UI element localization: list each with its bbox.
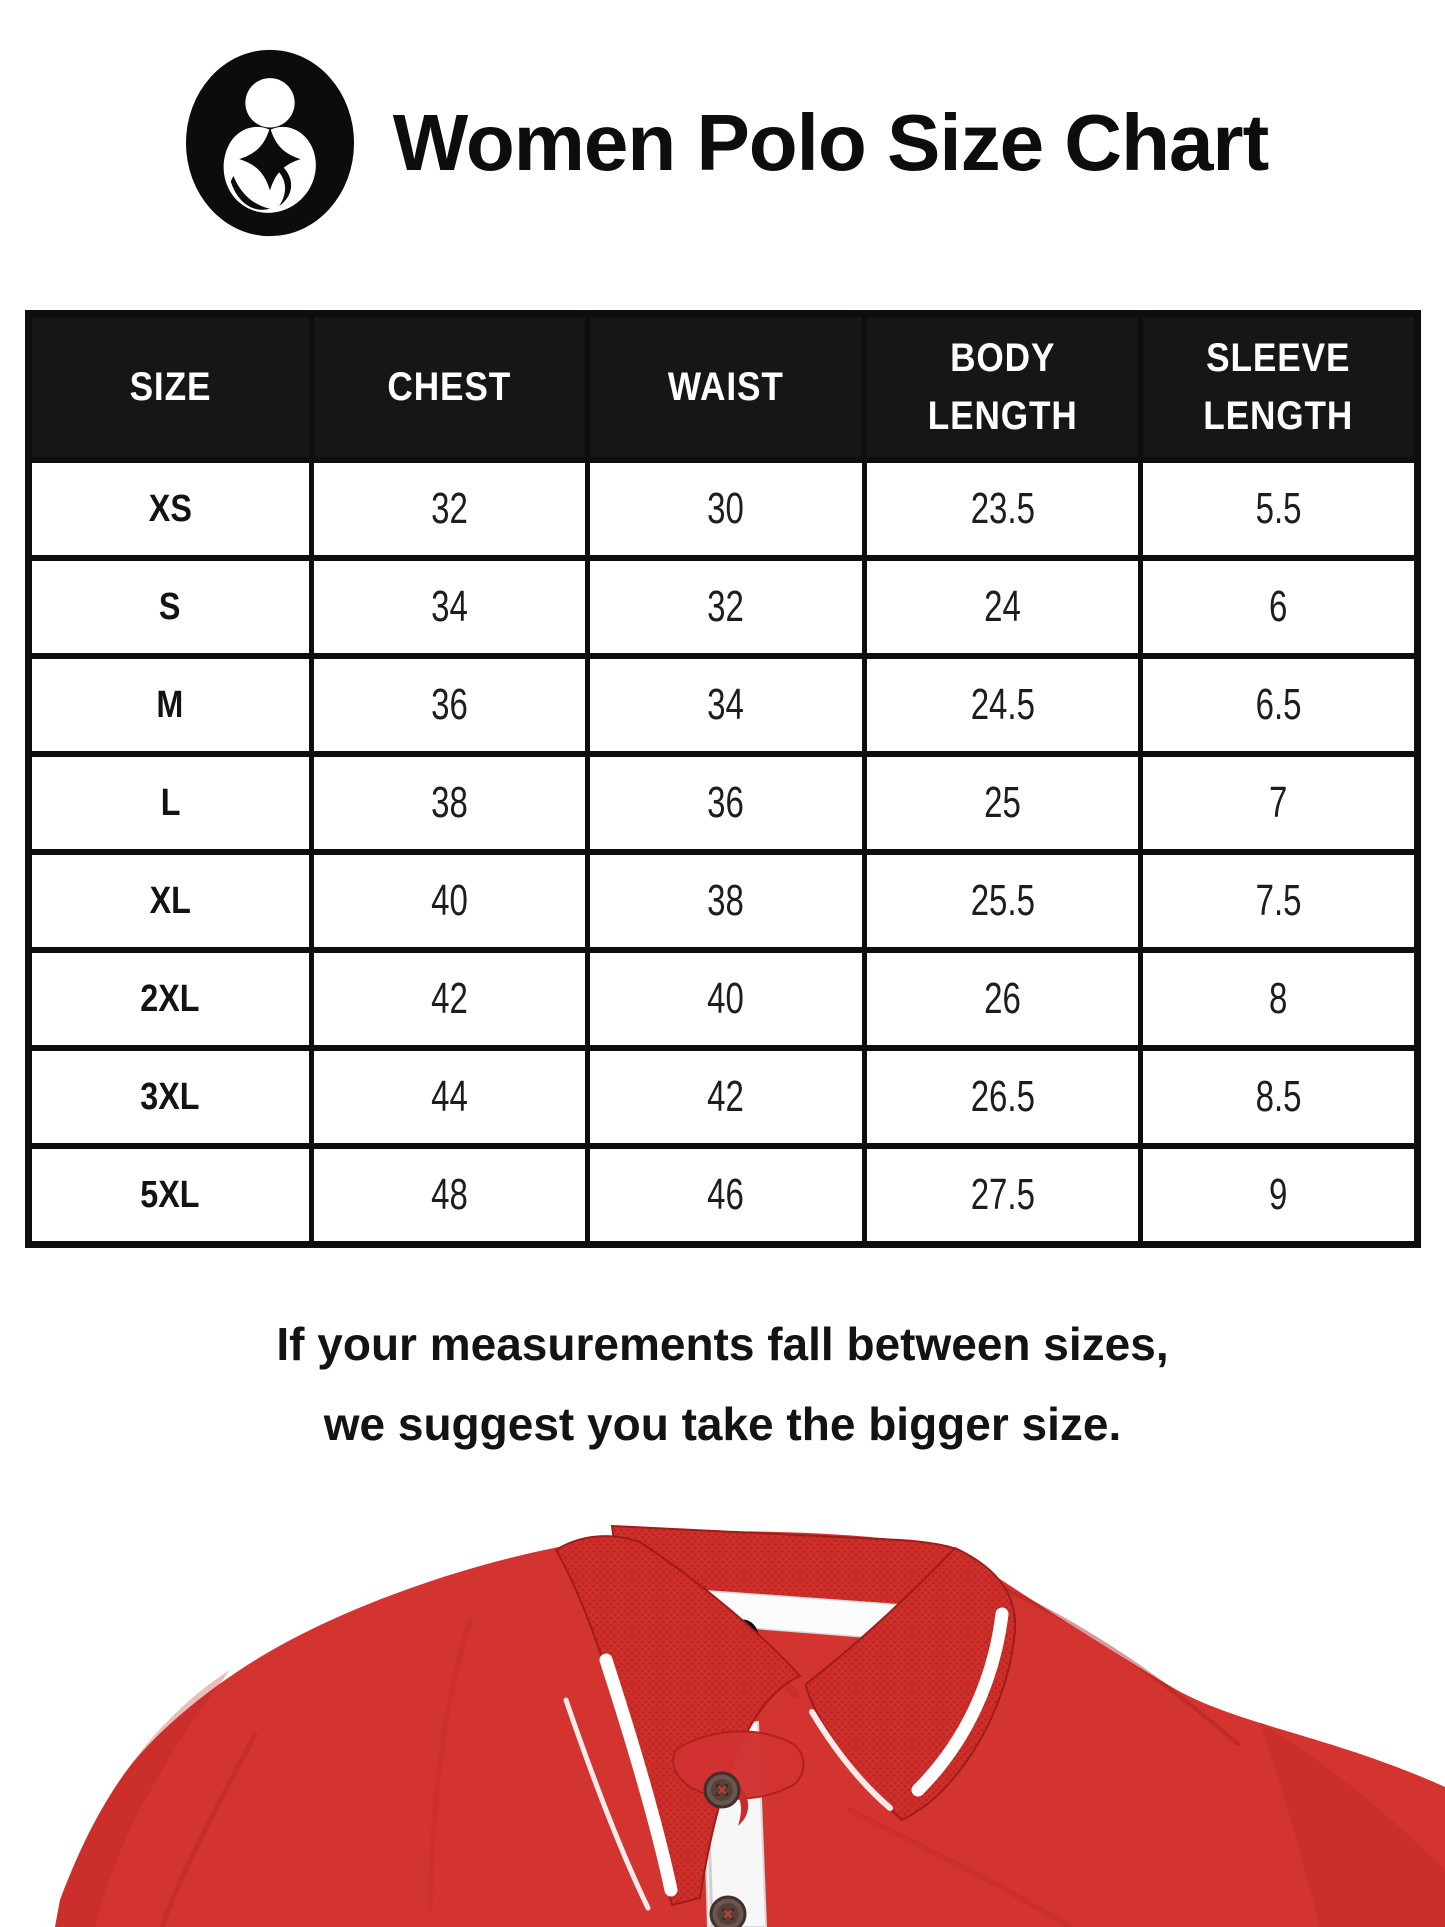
waist-value: 36 bbox=[707, 778, 745, 827]
waist-cell bbox=[588, 1048, 864, 1146]
body-length-value: 27.5 bbox=[970, 1170, 1035, 1219]
body-length-cell bbox=[864, 1048, 1140, 1146]
col-header-size-label: SIZE bbox=[129, 365, 212, 409]
chest-cell bbox=[311, 1146, 587, 1245]
col-header-chest bbox=[311, 314, 587, 461]
table-row bbox=[28, 460, 1417, 558]
chest-value: 48 bbox=[431, 1170, 468, 1219]
sleeve-length-value: 9 bbox=[1269, 1170, 1288, 1219]
waist-value: 42 bbox=[707, 1072, 745, 1121]
sleeve-length-cell bbox=[1141, 1146, 1417, 1245]
body-length-value: 23.5 bbox=[970, 484, 1035, 533]
body-length-cell bbox=[864, 656, 1140, 754]
waist-value: 30 bbox=[707, 484, 745, 533]
size-cell bbox=[28, 754, 311, 852]
waist-cell bbox=[588, 558, 864, 656]
col-header-body-length-label: BODY LENGTH bbox=[927, 336, 1078, 438]
chest-cell bbox=[311, 852, 587, 950]
waist-value: 38 bbox=[707, 876, 745, 925]
table-row bbox=[28, 1048, 1417, 1146]
col-header-sleeve-length-label: SLEEVE LENGTH bbox=[1203, 336, 1354, 438]
size-cell bbox=[28, 558, 311, 656]
body-length-value: 26.5 bbox=[970, 1072, 1035, 1121]
sleeve-length-cell bbox=[1141, 754, 1417, 852]
brand-logo-icon bbox=[177, 48, 363, 238]
chest-value: 38 bbox=[431, 778, 468, 827]
body-length-cell bbox=[864, 558, 1140, 656]
polo-shirt-image bbox=[0, 1490, 1445, 1927]
waist-cell bbox=[588, 950, 864, 1048]
waist-value: 32 bbox=[707, 582, 745, 631]
chest-value: 34 bbox=[431, 582, 468, 631]
chest-value: 42 bbox=[431, 974, 468, 1023]
sleeve-length-value: 7.5 bbox=[1255, 876, 1302, 925]
polo-shirt-illustration bbox=[0, 1490, 1445, 1927]
col-header-waist-label: WAIST bbox=[668, 365, 784, 409]
chest-cell bbox=[311, 460, 587, 558]
table-row bbox=[28, 852, 1417, 950]
chest-cell bbox=[311, 754, 587, 852]
size-value: 3XL bbox=[140, 1075, 200, 1118]
chest-cell bbox=[311, 1048, 587, 1146]
waist-cell bbox=[588, 656, 864, 754]
col-header-waist bbox=[588, 314, 864, 461]
sleeve-length-value: 6 bbox=[1269, 582, 1288, 631]
fit-note bbox=[0, 1304, 1445, 1464]
body-length-cell bbox=[864, 852, 1140, 950]
fit-note-line2: we suggest you take the bigger size. bbox=[323, 1398, 1122, 1451]
table-row bbox=[28, 656, 1417, 754]
waist-value: 34 bbox=[707, 680, 745, 729]
sleeve-length-value: 5.5 bbox=[1255, 484, 1302, 533]
waist-value: 46 bbox=[707, 1170, 745, 1219]
body-length-cell bbox=[864, 754, 1140, 852]
body-length-cell bbox=[864, 460, 1140, 558]
page-title: Women Polo Size Chart bbox=[392, 98, 1269, 187]
sleeve-length-value: 8.5 bbox=[1255, 1072, 1302, 1121]
size-value: 2XL bbox=[140, 977, 200, 1020]
col-header-body-length bbox=[864, 314, 1140, 461]
sleeve-length-value: 6.5 bbox=[1255, 680, 1302, 729]
table-header-row bbox=[28, 314, 1417, 461]
sleeve-length-cell bbox=[1141, 1048, 1417, 1146]
size-value: L bbox=[160, 781, 181, 824]
body-length-value: 26 bbox=[983, 974, 1021, 1023]
sleeve-length-cell bbox=[1141, 460, 1417, 558]
waist-value: 40 bbox=[707, 974, 745, 1023]
size-cell bbox=[28, 656, 311, 754]
size-value: 5XL bbox=[140, 1173, 200, 1216]
sleeve-length-value: 8 bbox=[1269, 974, 1288, 1023]
body-length-value: 25 bbox=[983, 778, 1021, 827]
body-length-value: 25.5 bbox=[970, 876, 1035, 925]
chest-cell bbox=[311, 656, 587, 754]
waist-cell bbox=[588, 460, 864, 558]
table-row bbox=[28, 1146, 1417, 1245]
body-length-cell bbox=[864, 1146, 1140, 1245]
col-header-size bbox=[28, 314, 311, 461]
body-length-value: 24 bbox=[983, 582, 1021, 631]
size-cell bbox=[28, 1146, 311, 1245]
table-row bbox=[28, 754, 1417, 852]
chest-cell bbox=[311, 558, 587, 656]
chest-cell bbox=[311, 950, 587, 1048]
size-value: M bbox=[156, 683, 184, 726]
chest-value: 36 bbox=[431, 680, 468, 729]
size-cell bbox=[28, 852, 311, 950]
table-row bbox=[28, 950, 1417, 1048]
sleeve-length-value: 7 bbox=[1269, 778, 1288, 827]
size-value: S bbox=[159, 585, 181, 628]
body-length-cell bbox=[864, 950, 1140, 1048]
chest-value: 44 bbox=[431, 1072, 468, 1121]
size-cell bbox=[28, 1048, 311, 1146]
chest-value: 40 bbox=[431, 876, 468, 925]
polo-button-top bbox=[705, 1773, 739, 1807]
fit-note-line1: If your measurements fall between sizes, bbox=[276, 1318, 1169, 1370]
chest-value: 32 bbox=[431, 484, 468, 533]
waist-cell bbox=[588, 754, 864, 852]
size-cell bbox=[28, 950, 311, 1048]
waist-cell bbox=[588, 852, 864, 950]
size-value: XL bbox=[149, 879, 191, 922]
sleeve-length-cell bbox=[1141, 950, 1417, 1048]
sleeve-length-cell bbox=[1141, 558, 1417, 656]
sleeve-length-cell bbox=[1141, 656, 1417, 754]
size-value: XS bbox=[148, 487, 192, 530]
waist-cell bbox=[588, 1146, 864, 1245]
polo-button-bottom bbox=[711, 1897, 745, 1927]
col-header-chest-label: CHEST bbox=[387, 365, 512, 409]
col-header-sleeve-length bbox=[1141, 314, 1417, 461]
page-header bbox=[0, 0, 1445, 238]
size-cell bbox=[28, 460, 311, 558]
size-chart-table bbox=[25, 310, 1421, 1248]
table-row bbox=[28, 558, 1417, 656]
body-length-value: 24.5 bbox=[970, 680, 1035, 729]
sleeve-length-cell bbox=[1141, 852, 1417, 950]
